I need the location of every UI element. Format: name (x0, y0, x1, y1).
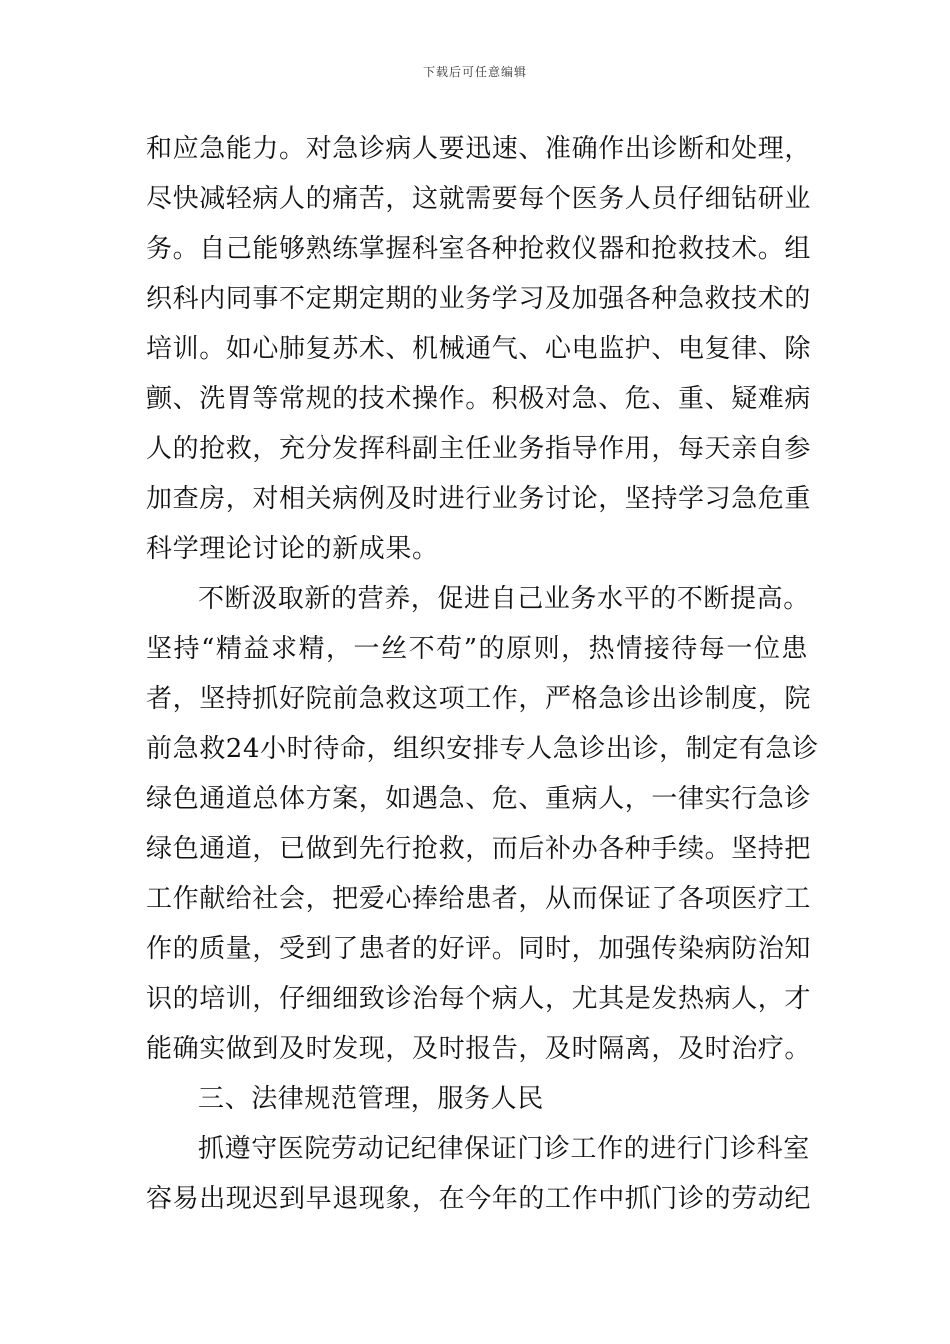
text-line: 织科内同事不定期定期的业务学习及加强各种急救技术的 (146, 284, 812, 314)
text-line: 加查房，对相关病例及时进行业务讨论，坚持学习急危重 (146, 484, 812, 514)
text-line: 作的质量，受到了患者的好评。同时，加强传染病防治知 (146, 934, 812, 964)
document-body (146, 124, 819, 1224)
text-line: 三、法律规范管理，服务人民 (198, 1084, 544, 1114)
paragraph (146, 574, 819, 1074)
text-line: 尽快减轻病人的痛苦，这就需要每个医务人员仔细钻研业 (146, 184, 812, 214)
text-line: 务。自己能够熟练掌握科室各种抢救仪器和抢救技术。组 (146, 234, 812, 264)
text-line: 抓遵守医院劳动记纪律保证门诊工作的进行门诊科室 (198, 1134, 810, 1164)
text-line: 培训。如心肺复苏术、机械通气、心电监护、电复律、除 (146, 334, 812, 364)
page-header: 下载后可任意编辑 (422, 65, 527, 79)
text-line: 前急救24小时待命，组织安排专人急诊出诊，制定有急诊 (146, 734, 819, 764)
text-line: 人的抢救，充分发挥科副主任业务指导作用，每天亲自参 (146, 434, 812, 464)
section-heading (146, 1074, 808, 1124)
text-line: 绿色通道总体方案，如遇急、危、重病人，一律实行急诊 (146, 784, 812, 814)
text-line: 颤、洗胃等常规的技术操作。积极对急、危、重、疑难病 (146, 384, 812, 414)
text-line: 识的培训，仔细细致诊治每个病人，尤其是发热病人，才 (146, 984, 812, 1014)
text-line: 绿色通道，已做到先行抢救，而后补办各种手续。坚持把 (146, 834, 812, 864)
text-line: 者，坚持抓好院前急救这项工作，严格急诊出诊制度，院 (146, 684, 812, 714)
text-line: 容易出现迟到早退现象，在今年的工作中抓门诊的劳动纪 (146, 1184, 812, 1214)
text-line: 不断汲取新的营养，促进自己业务水平的不断提高。 (198, 584, 810, 614)
paragraph (146, 124, 812, 574)
text-line: 能确实做到及时发现，及时报告，及时隔离，及时治疗。 (146, 1034, 812, 1064)
paragraph (146, 1124, 812, 1224)
text-line: 坚持“精益求精，一丝不苟”的原则，热情接待每一位患 (146, 634, 808, 664)
text-line: 科学理论讨论的新成果。 (146, 534, 439, 564)
text-line: 工作献给社会，把爱心捧给患者，从而保证了各项医疗工 (146, 884, 812, 914)
text-line: 和应急能力。对急诊病人要迅速、准确作出诊断和处理， (146, 134, 812, 164)
